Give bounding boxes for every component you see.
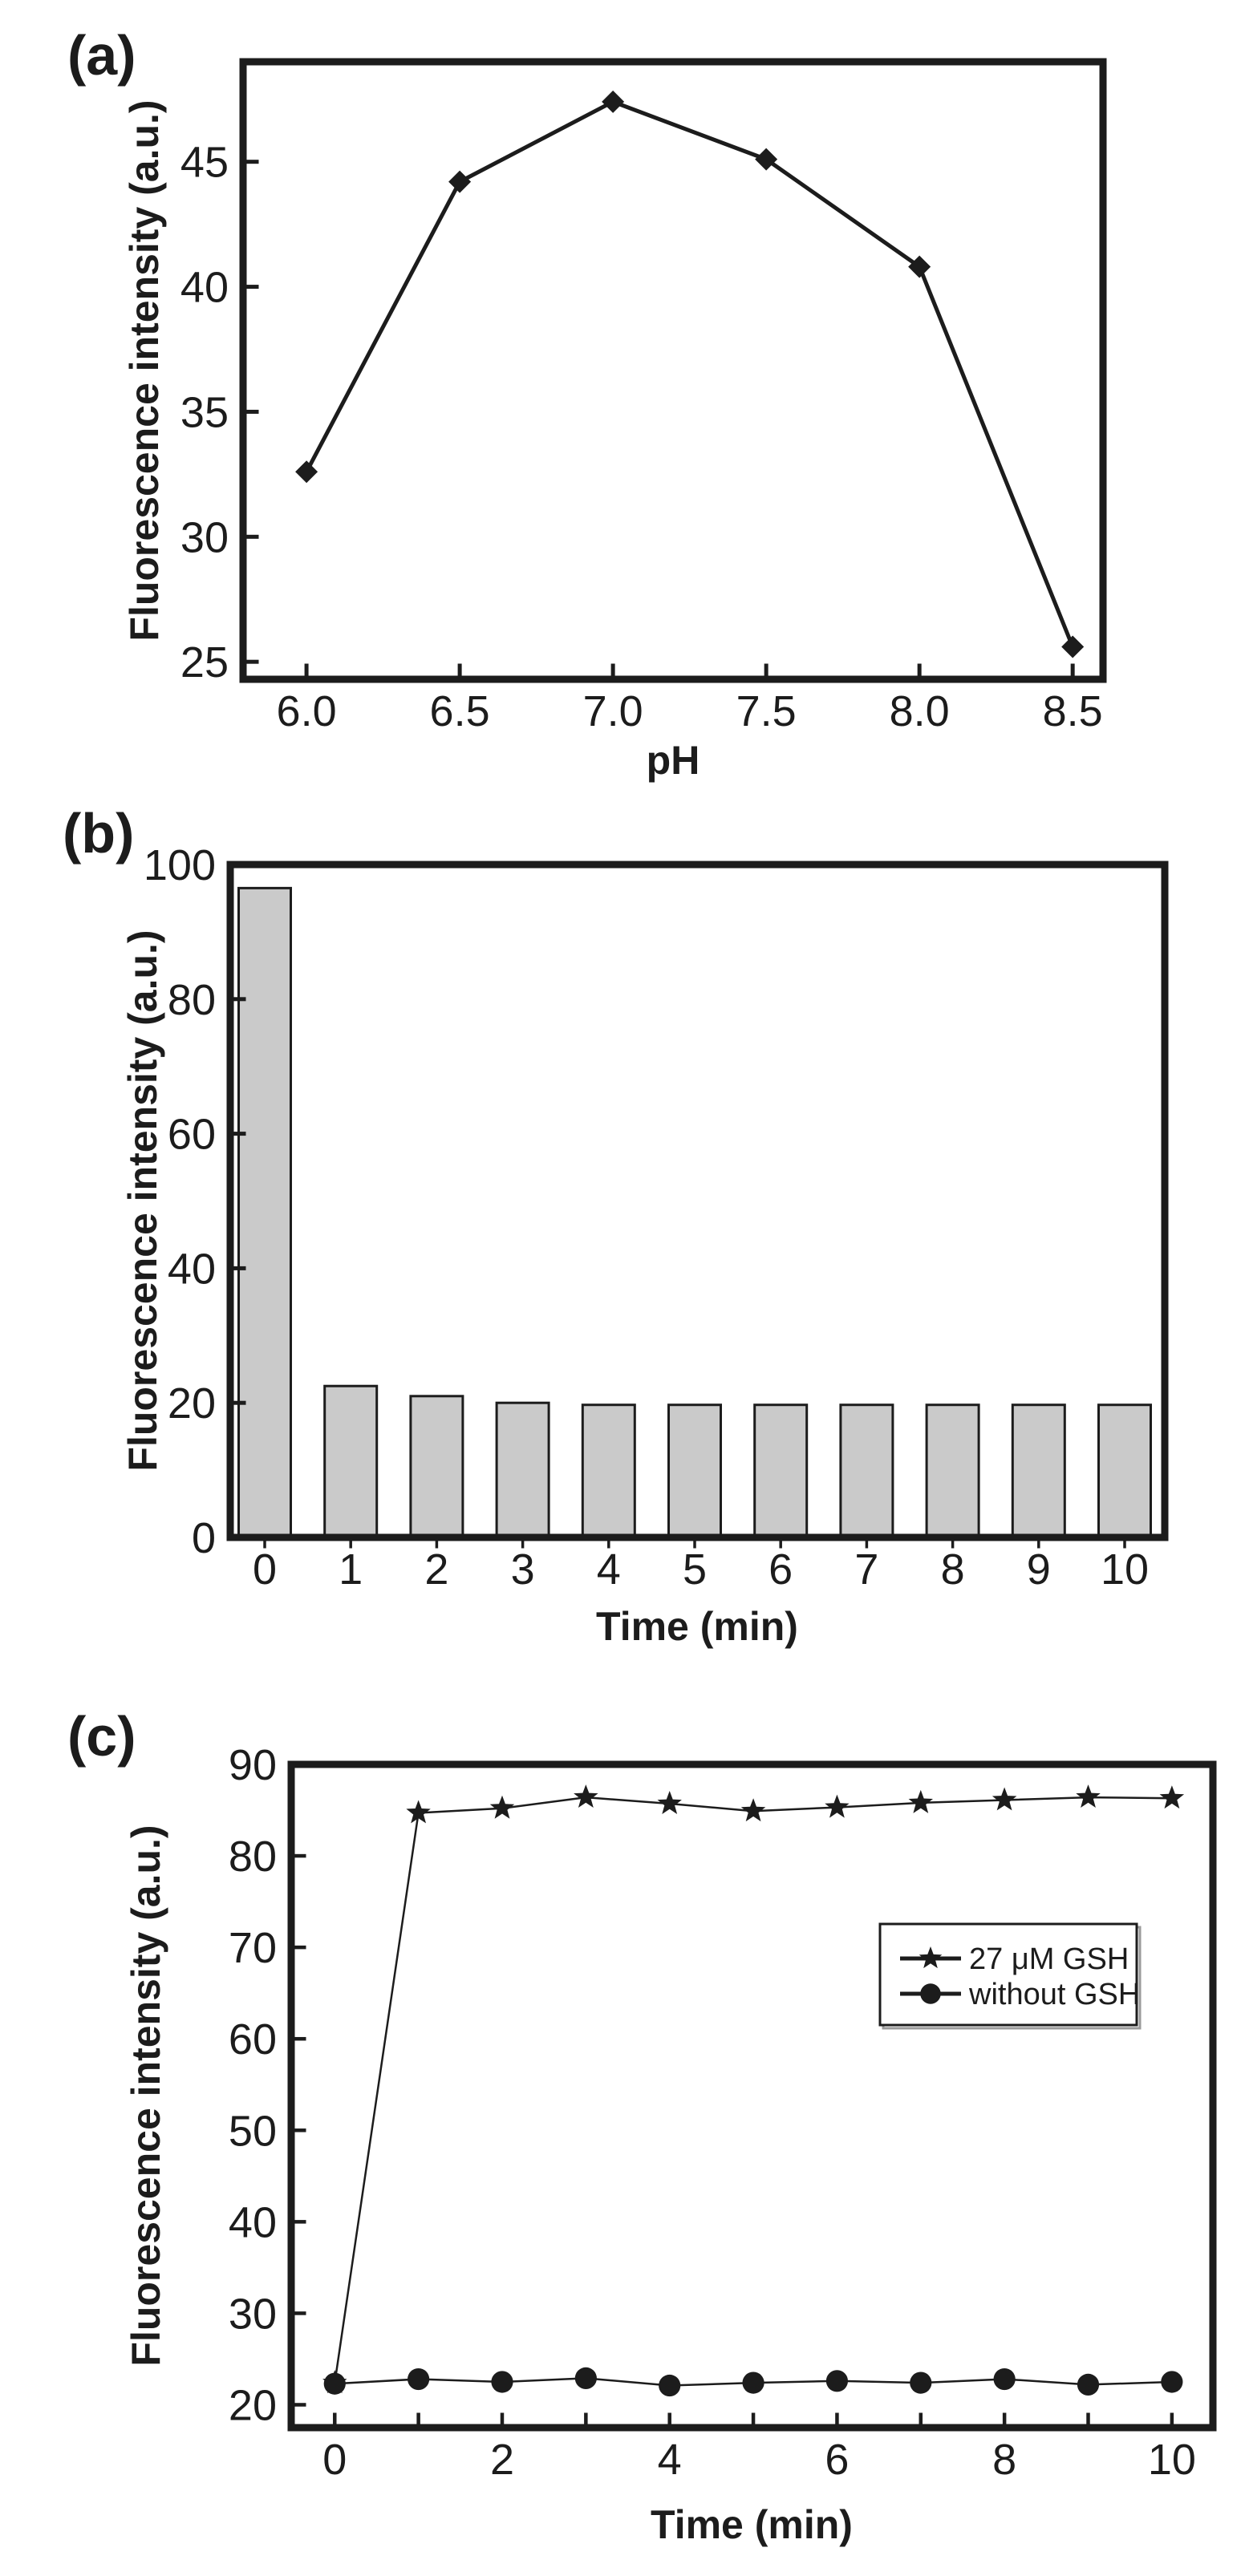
data-point-marker: [574, 1784, 598, 1808]
panel-c-y-axis-title: Fluorescence intensity (a.u.): [124, 1825, 168, 2367]
legend-circle-marker: [920, 1983, 941, 2004]
x-tick-label: 2: [424, 1545, 449, 1594]
data-point-marker: [741, 1798, 766, 1821]
y-tick-label: 40: [180, 263, 229, 312]
data-point-marker: [491, 2371, 513, 2392]
data-point-marker: [1061, 635, 1084, 658]
bar: [325, 1386, 377, 1537]
data-point-marker: [659, 2375, 680, 2396]
y-tick-label: 30: [180, 513, 229, 562]
x-tick-label: 3: [510, 1545, 535, 1594]
x-tick-label: 8.0: [889, 687, 950, 735]
bar: [582, 1405, 635, 1537]
bar: [239, 888, 291, 1537]
data-point-marker: [490, 1796, 514, 1819]
panel-b-y-axis-title: Fluorescence intensity (a.u.): [120, 930, 165, 1472]
x-tick-label: 2: [489, 2436, 515, 2484]
y-tick-label: 45: [180, 138, 229, 187]
data-point-marker: [994, 2368, 1016, 2390]
data-point-marker: [910, 2372, 931, 2394]
data-point-marker: [575, 2367, 597, 2389]
y-tick-label: 30: [228, 2290, 277, 2339]
x-tick-label: 10: [1100, 1545, 1150, 1594]
data-point-marker: [1076, 1784, 1100, 1808]
bar: [1099, 1405, 1151, 1537]
data-point-marker: [1160, 1785, 1185, 1808]
y-tick-label: 70: [228, 1924, 277, 1973]
panel-c-x-axis-title: Time (min): [651, 2502, 853, 2547]
y-tick-label: 60: [167, 1110, 216, 1159]
data-point-marker: [295, 460, 318, 483]
panel-b-x-axis-title: Time (min): [596, 1604, 798, 1649]
data-point-marker: [408, 2368, 429, 2390]
x-tick-label: 0: [252, 1545, 278, 1594]
x-tick-label: 7.0: [582, 687, 643, 735]
bar: [841, 1405, 893, 1537]
bar: [927, 1405, 979, 1537]
panel-a-x-axis-title: pH: [646, 738, 700, 783]
data-point-marker: [324, 2373, 346, 2395]
legend-entry-label: without GSH: [969, 1978, 1141, 2011]
bar: [497, 1403, 549, 1537]
data-point-marker: [658, 1791, 682, 1814]
bar: [669, 1405, 721, 1537]
y-tick-label: 25: [180, 638, 229, 687]
panel-c-label: (c): [67, 1705, 136, 1768]
x-tick-label: 7: [854, 1545, 879, 1594]
x-tick-label: 6: [768, 1545, 793, 1594]
data-line: [335, 1797, 1172, 2383]
data-point-marker: [1077, 2374, 1099, 2396]
data-line: [306, 102, 1073, 647]
bar: [411, 1396, 463, 1537]
y-tick-label: 100: [143, 841, 216, 889]
legend-entry-label: 27 μM GSH: [969, 1942, 1129, 1976]
y-tick-label: 20: [167, 1379, 216, 1428]
y-tick-label: 40: [228, 2198, 277, 2247]
data-point-marker: [909, 1790, 933, 1813]
x-tick-label: 0: [322, 2436, 347, 2484]
x-tick-label: 8: [940, 1545, 965, 1594]
data-point-marker: [825, 1795, 849, 1818]
panel-b-label: (b): [63, 802, 135, 865]
x-tick-label: 7.5: [736, 687, 797, 735]
x-tick-label: 9: [1026, 1545, 1051, 1594]
y-tick-label: 35: [180, 388, 229, 437]
y-tick-label: 50: [228, 2107, 277, 2156]
data-point-marker: [992, 1788, 1017, 1811]
y-tick-label: 0: [191, 1514, 216, 1562]
panel-a-label: (a): [67, 24, 136, 87]
y-tick-label: 90: [228, 1741, 277, 1789]
bar: [755, 1405, 807, 1537]
data-point-marker: [742, 2372, 764, 2394]
x-tick-label: 6: [825, 2436, 850, 2484]
y-tick-label: 40: [167, 1245, 216, 1294]
x-tick-label: 10: [1147, 2436, 1196, 2484]
x-tick-label: 8.5: [1042, 687, 1103, 735]
y-tick-label: 20: [228, 2381, 277, 2430]
x-tick-label: 6.0: [276, 687, 337, 735]
x-tick-label: 4: [596, 1545, 621, 1594]
x-tick-label: 1: [339, 1545, 363, 1594]
x-tick-label: 8: [992, 2436, 1017, 2484]
plot-frame: [243, 62, 1103, 679]
plot-frame: [291, 1764, 1213, 2428]
data-point-marker: [1161, 2371, 1182, 2392]
x-tick-label: 6.5: [429, 687, 490, 735]
data-point-marker: [602, 91, 624, 113]
panel-a-y-axis-title: Fluorescence intensity (a.u.): [122, 99, 167, 642]
x-tick-label: 4: [657, 2436, 682, 2484]
bar: [1012, 1405, 1065, 1537]
data-point-marker: [826, 2370, 848, 2392]
y-tick-label: 80: [167, 975, 216, 1024]
y-tick-label: 80: [228, 1833, 277, 1881]
y-tick-label: 60: [228, 2015, 277, 2064]
x-tick-label: 5: [682, 1545, 708, 1594]
data-point-marker: [448, 171, 471, 193]
